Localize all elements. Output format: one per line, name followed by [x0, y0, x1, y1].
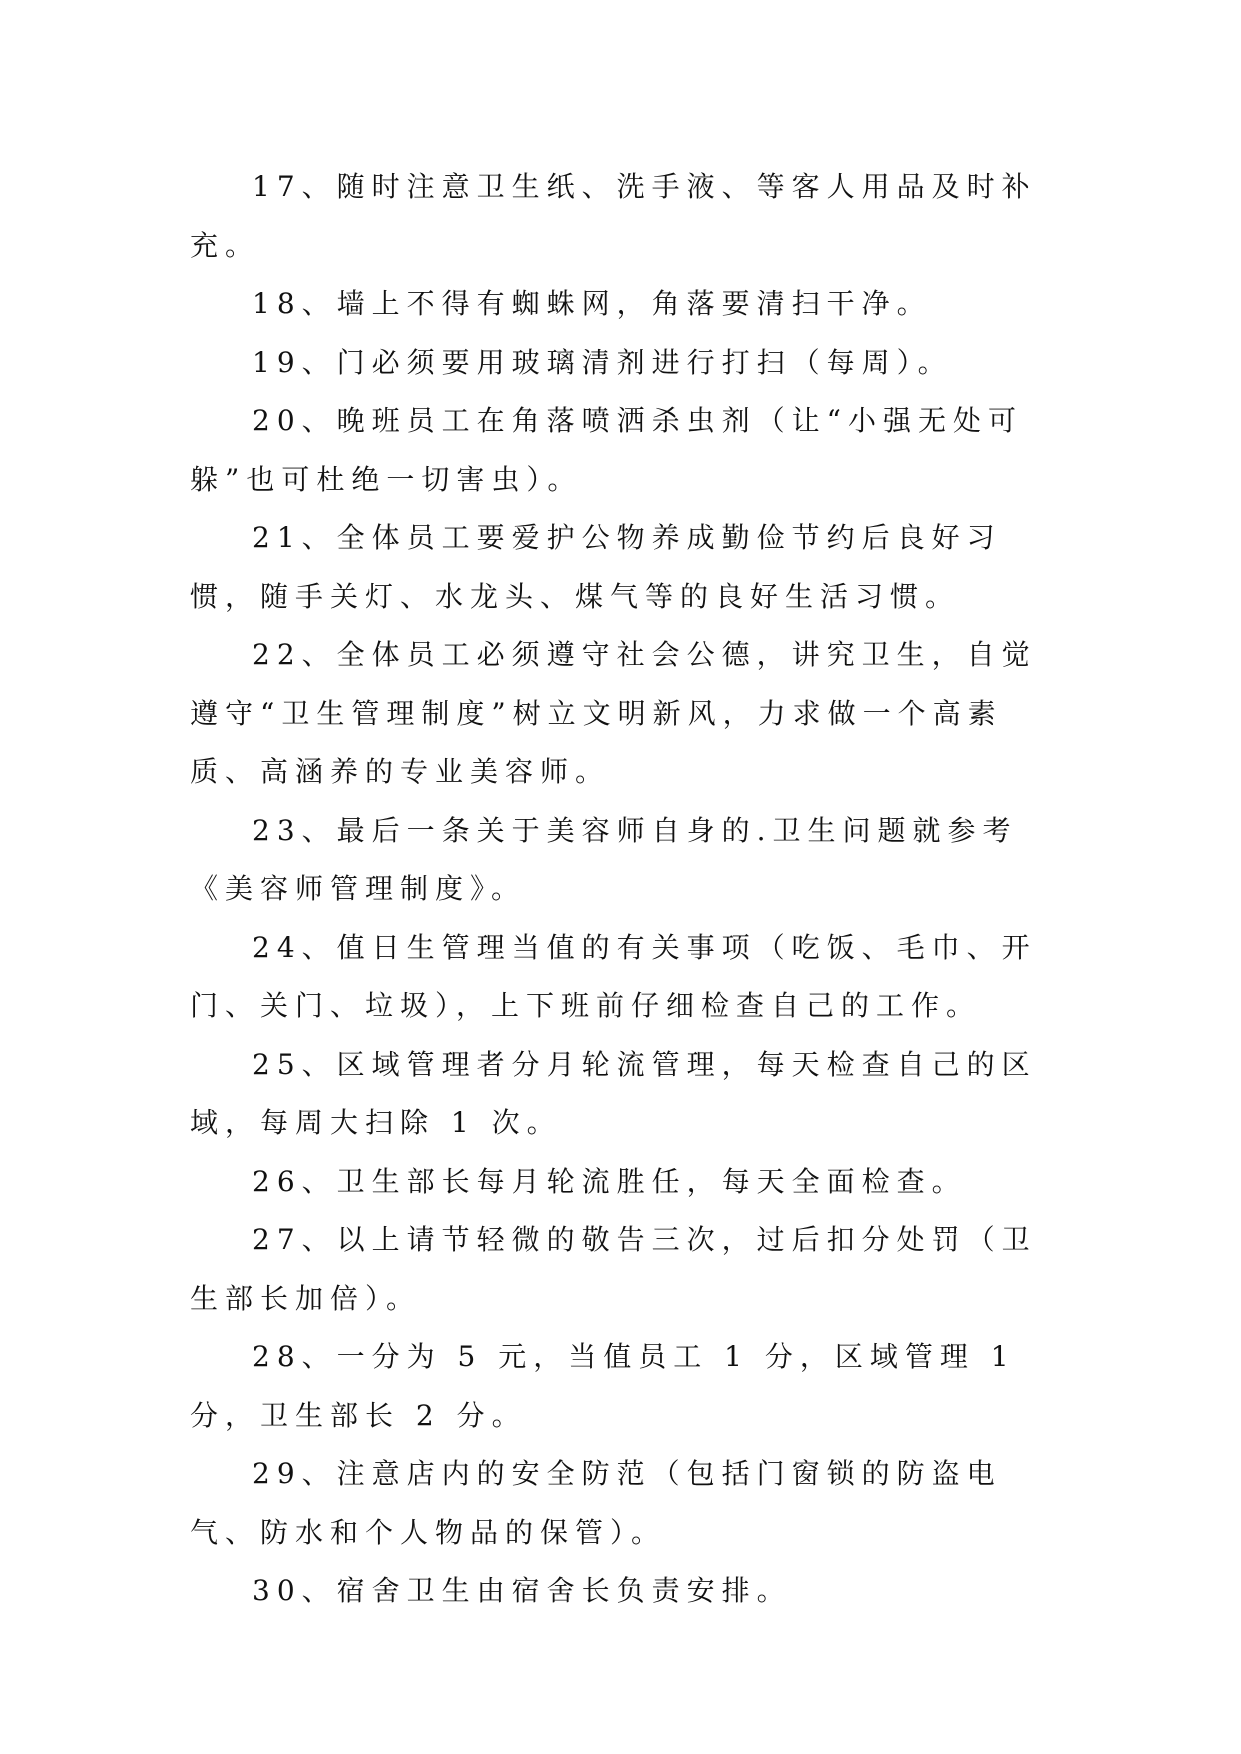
paragraph-18: 18、墙上不得有蜘蛛网，角落要清扫干净。 — [252, 287, 932, 320]
paragraph-24: 24、值日生管理当值的有关事项（吃饭、毛巾、开门、关门、垃圾），上下班前仔细检查自己的工作。 — [190, 930, 1037, 1022]
paragraph-29: 29、注意店内的安全防范（包括门窗锁的防盗电气、防水和个人物品的保管）。 — [190, 1457, 1002, 1549]
paragraph-27: 27、以上请节轻微的敬告三次，过后扣分处罚（卫生部长加倍）。 — [190, 1223, 1037, 1315]
paragraph-30: 30、宿舍卫生由宿舍长负责安排。 — [252, 1574, 792, 1607]
paragraph-19: 19、门必须要用玻璃清剂进行打扫（每周）。 — [252, 345, 953, 379]
paragraph-17: 17、随时注意卫生纸、洗手液、等客人用品及时补充。 — [190, 170, 1037, 262]
paragraph-21: 21、全体员工要爱护公物养成勤俭节约后良好习惯，随手关灯、水龙头、煤气等的良好生活习惯。 — [190, 521, 1002, 613]
paragraph-26: 26、卫生部长每月轮流胜任，每天全面检查。 — [252, 1164, 967, 1198]
paragraph-22: 22、全体员工必须遵守社会公德，讲究卫生，自觉遵守“卫生管理制度”树立文明新风，力求做一个高素质、高涵养的专业美容师。 — [190, 638, 1037, 788]
paragraph-23: 23、最后一条关于美容师自身的.卫生问题就参考《美容师管理制度》。 — [190, 813, 1018, 905]
paragraph-28: 28、一分为 5 元，当值员工 1 分，区域管理 1 分，卫生部长 2 分。 — [190, 1340, 1016, 1432]
paragraph-25: 25、区域管理者分月轮流管理，每天检查自己的区域，每周大扫除 1 次。 — [190, 1047, 1037, 1139]
document-body — [190, 158, 1070, 1621]
paragraph-20: 20、晚班员工在角落喷洒杀虫剂（让“小强无处可躲”也可杜绝一切害虫）。 — [190, 404, 1023, 496]
